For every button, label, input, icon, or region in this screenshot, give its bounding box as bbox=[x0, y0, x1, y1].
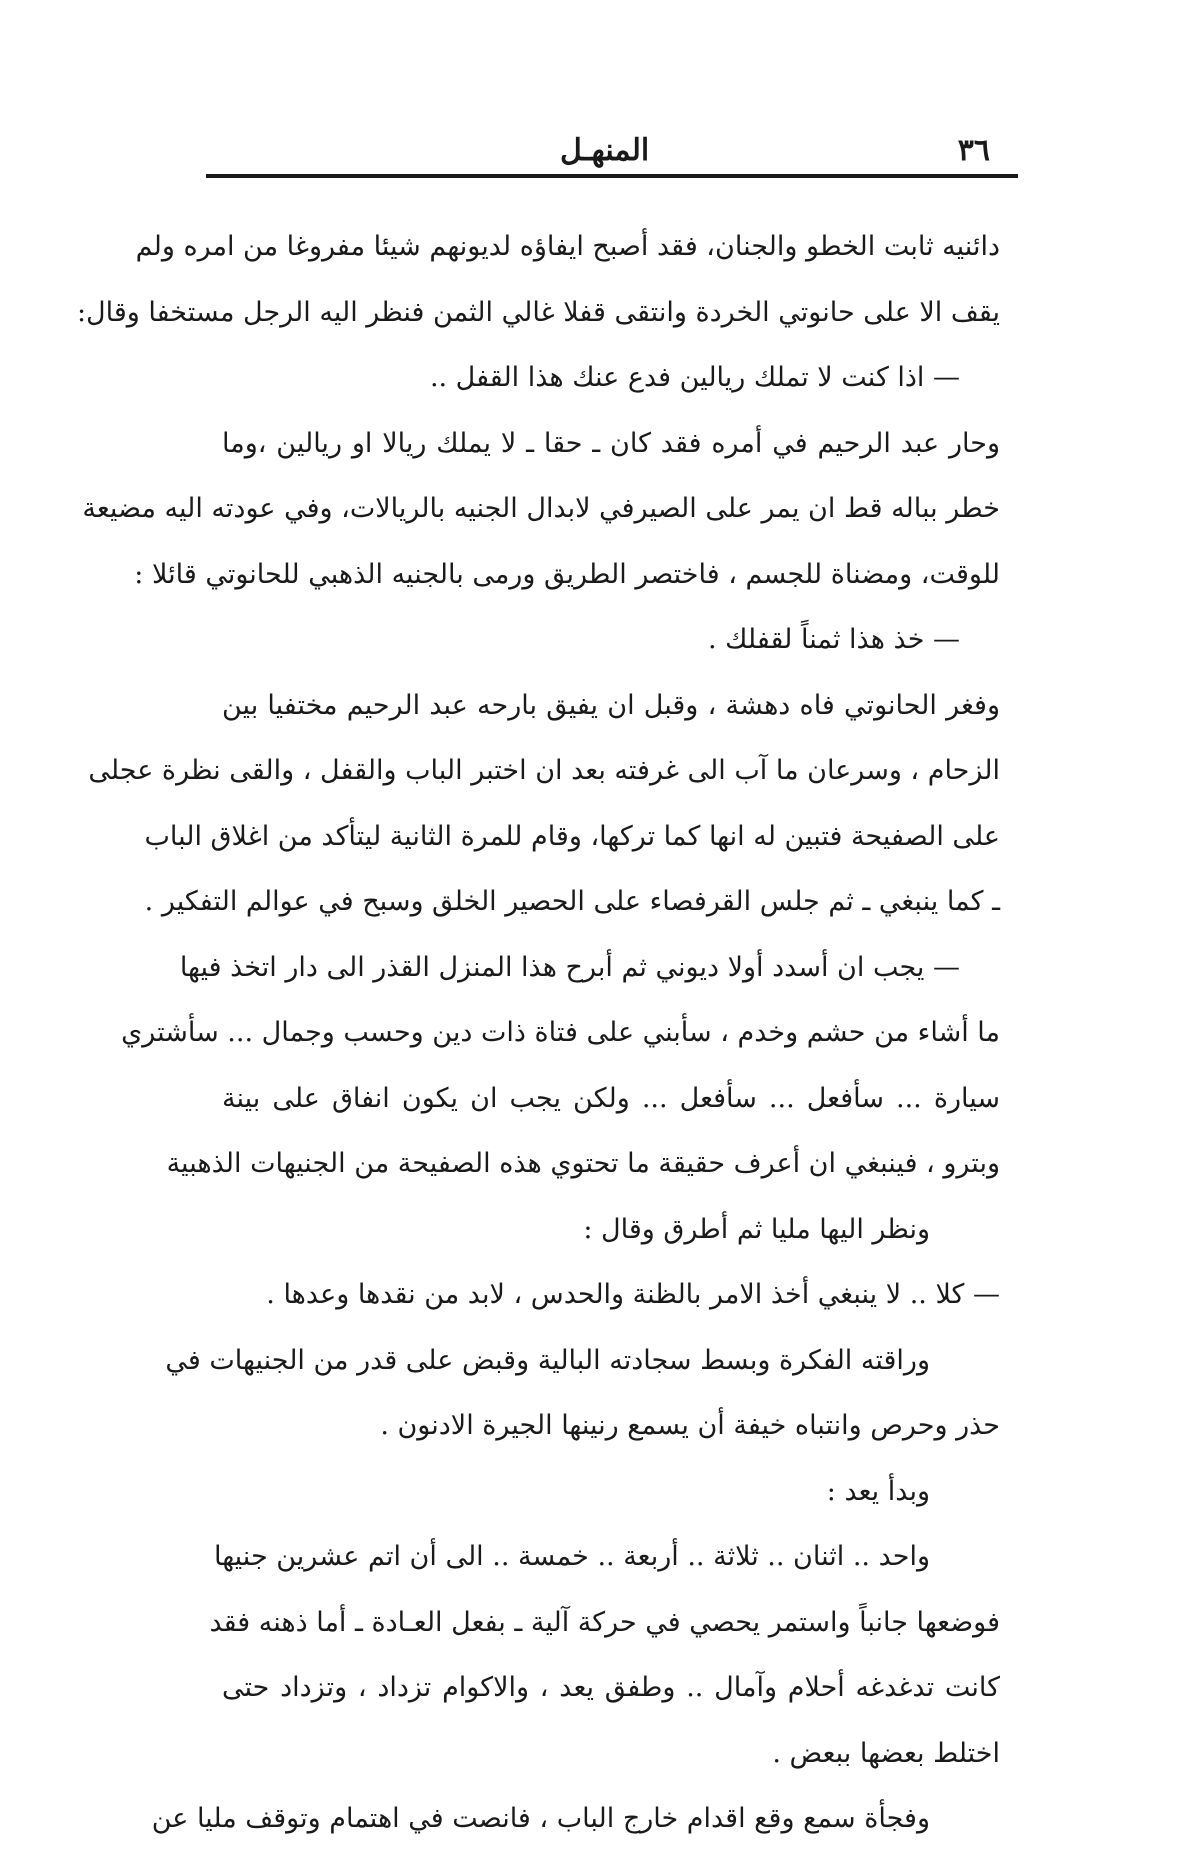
text-line: كانت تدغدغه أحلام وآمال .. وطفق يعد ، والاكوام تزداد ، وتزداد حتى bbox=[222, 1672, 1000, 1703]
text-line: — خذ هذا ثمناً لقفلك . bbox=[707, 624, 960, 655]
text-line: وراقته الفكرة وبسط سجادته البالية وقبض على قدر من الجنيهات في bbox=[165, 1344, 930, 1376]
running-head bbox=[210, 108, 1000, 168]
text-line: الزحام ، وسرعان ما آب الى غرفته بعد ان اختبر الباب والقفل ، والقى نظرة عجلى bbox=[88, 755, 1000, 786]
page-number: ٣٦ bbox=[957, 133, 990, 168]
text-line: سيارة ... سأفعل ... سأفعل ... ولكن يجب ان يكون انفاق على بينة bbox=[222, 1082, 1000, 1114]
text-line: وبدأ يعد : bbox=[826, 1475, 930, 1507]
text-line: اختلط بعضها ببعض . bbox=[772, 1737, 1000, 1769]
text-line: ـ كما ينبغي ـ ثم جلس القرفصاء على الحصير الخلق وسبح في عوالم التفكير . bbox=[144, 886, 1000, 917]
text-line: وحار عبد الرحيم في أمره فقد كان ـ حقا ـ لا يملك ريالا او ريالين ،وما bbox=[222, 427, 1000, 459]
body-text bbox=[76, 214, 1000, 1852]
text-line: على الصفيحة فتبين له انها كما تركها، وقام للمرة الثانية ليتأكد من اغلاق الباب bbox=[144, 820, 1000, 852]
text-line: حذر وحرص وانتباه خيفة أن يسمع رنينها الجيرة الادنون . bbox=[380, 1410, 1000, 1441]
text-line: يقف الا على حانوتي الخردة وانتقى قفلا غالي الثمن فنظر اليه الرجل مستخفا وقال: bbox=[76, 296, 1000, 328]
text-line: خطر بباله قط ان يمر على الصيرفي لابدال الجنيه بالريالات، وفي عودته اليه مضيعة bbox=[82, 493, 1000, 524]
text-line: فوضعها جانباً واستمر يحصي في حركة آلية ـ بفعل العـادة ـ أما ذهنه فقد bbox=[209, 1606, 1000, 1638]
text-line: دائنيه ثابت الخطو والجنان، فقد أصبح ايفاؤه لديونهم شيئا مفروغا من امره ولم bbox=[135, 231, 1000, 262]
text-line: ما أشاء من حشم وخدم ، سأبني على فتاة ذات دين وحسب وجمال ... سأشتري bbox=[121, 1017, 1000, 1048]
text-line: وفغر الحانوتي فاه دهشة ، وقبل ان يفيق بارحه عبد الرحيم مختفيا بين bbox=[222, 689, 1000, 721]
text-line: — اذا كنت لا تملك ريالين فدع عنك هذا القفل .. bbox=[429, 362, 960, 393]
text-line: للوقت، ومضناة للجسم ، فاختصر الطريق ورمى بالجنيه الذهبي للحانوتي قائلا : bbox=[134, 558, 1000, 590]
header-rule bbox=[206, 174, 1018, 178]
text-line: — يجب ان أسدد أولا ديوني ثم أبرح هذا المنزل القذر الى دار اتخذ فيها bbox=[179, 951, 960, 983]
text-line: ونظر اليها مليا ثم أطرق وقال : bbox=[583, 1213, 930, 1245]
text-line: — كلا .. لا ينبغي أخذ الامر بالظنة والحدس ، لابد من نقدها وعدها . bbox=[266, 1279, 1000, 1310]
page-title: المنهـل bbox=[560, 133, 650, 168]
text-line: واحد .. اثنان .. ثلاثة .. أربعة .. خمسة .. الى أن اتم عشرين جنيها bbox=[213, 1541, 930, 1572]
text-line: وبترو ، فينبغي ان أعرف حقيقة ما تحتوي هذه الصفيحة من الجنيهات الذهبية bbox=[166, 1148, 1000, 1179]
text-line: وفجأة سمع وقع اقدام خارج الباب ، فانصت في اهتمام وتوقف مليا عن bbox=[151, 1803, 930, 1834]
